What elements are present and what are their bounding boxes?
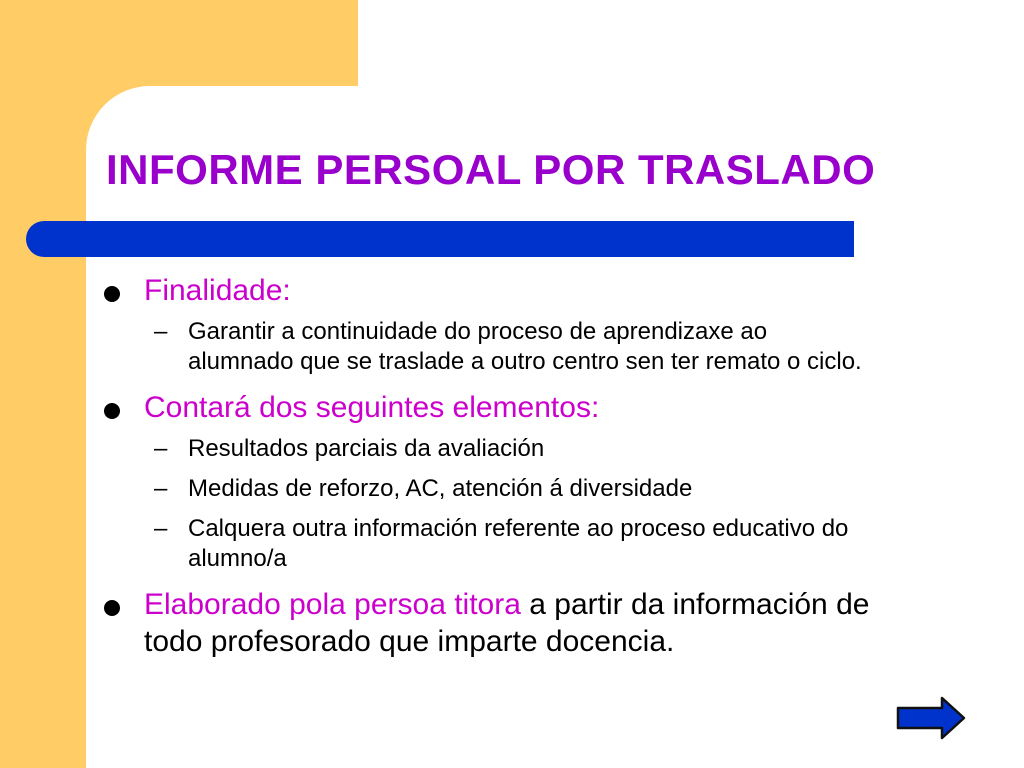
subitem-continuidade bbox=[104, 317, 1004, 377]
bullet-highlight: Contará dos seguintes elementos: bbox=[144, 391, 600, 424]
title-underline-bar bbox=[26, 221, 854, 257]
slide-title: INFORME PERSOAL POR TRASLADO bbox=[106, 146, 876, 193]
bullet-list bbox=[104, 272, 1004, 660]
subitem-resultados bbox=[104, 434, 1004, 464]
bullet-dot-icon bbox=[104, 286, 120, 302]
dash-icon: – bbox=[154, 318, 168, 345]
bullet-elaborado bbox=[104, 586, 1004, 660]
subitem-medidas bbox=[104, 474, 1004, 504]
bullet-highlight: Elaborado pola persoa titora bbox=[144, 588, 521, 621]
right-arrow-icon[interactable] bbox=[896, 696, 966, 740]
bullet-dot-icon bbox=[104, 600, 120, 616]
dash-icon: – bbox=[154, 515, 168, 542]
subitem-text: Calquera outra información referente ao proceso educativo do bbox=[188, 515, 849, 542]
dash-icon: – bbox=[154, 435, 168, 462]
subitem-text: Garantir a continuidade do proceso de aprendizaxe ao bbox=[188, 318, 768, 345]
bullet-dot-icon bbox=[104, 403, 120, 419]
subitem-calquera bbox=[104, 514, 1004, 574]
subitem-text: alumno/a bbox=[188, 545, 287, 572]
bullet-text: a partir da información de bbox=[520, 588, 870, 621]
subitem-text: Resultados parciais da avaliación bbox=[188, 435, 545, 462]
bullet-elementos bbox=[104, 389, 1004, 426]
bullet-highlight: Finalidade: bbox=[144, 274, 291, 307]
dash-icon: – bbox=[154, 475, 168, 502]
bullet-text: todo profesorado que imparte docencia. bbox=[144, 625, 675, 658]
bullet-finalidade bbox=[104, 272, 1004, 309]
subitem-text: Medidas de reforzo, AC, atención á diversidade bbox=[188, 475, 693, 502]
subitem-text: alumnado que se traslade a outro centro sen ter remato o ciclo. bbox=[188, 348, 862, 375]
